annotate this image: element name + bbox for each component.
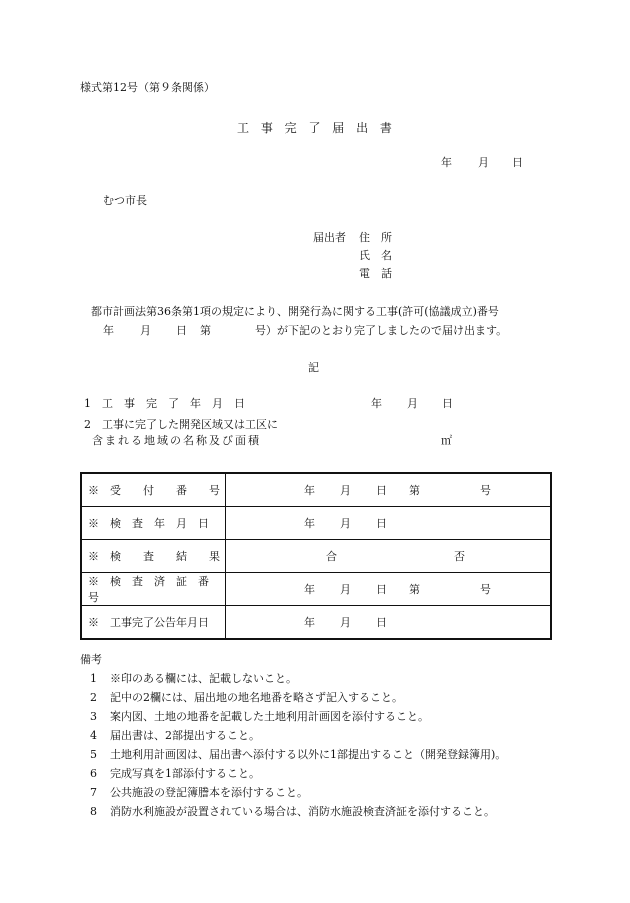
reception-go: 号 [480,484,491,497]
certificate-month: 月 [340,583,351,596]
notice-year: 年 [304,616,315,629]
item-2-unit: ㎡ [441,434,452,447]
list-item [90,692,403,703]
item-1-year: 年 [371,397,382,410]
result-pass: 合 [326,550,337,563]
applicant-name-label: 氏 名 [359,249,392,262]
certificate-dai: 第 [409,583,420,596]
note-number: 1 [90,672,97,685]
applicant-address-label: 住 所 [359,231,392,244]
applicant-label: 届出者 [313,231,346,244]
table-row [81,573,551,606]
notice-month: 月 [340,616,351,629]
body-permit-rest: 号）が下記のとおり完了しましたので届け出ます。 [255,324,508,337]
reception-month: 月 [340,484,351,497]
note-number: 3 [90,710,97,723]
row-label-certificate-number: ※ 検 査 済 証 番 号 [81,573,226,606]
row-label-inspection-result: ※ 検 査 結 果 [81,540,226,573]
body-permit-day: 日 [176,324,187,337]
table-row [81,507,551,540]
date-day-label: 日 [512,156,523,169]
item-1-day: 日 [442,397,453,410]
certificate-day: 日 [376,583,387,596]
note-number: 2 [90,691,97,704]
row-label-reception-number: ※ 受 付 番 号 [81,473,226,507]
reception-year: 年 [304,484,315,497]
date-month-label: 月 [478,156,489,169]
note-text: 消防水利施設が設置されている場合は、消防水施設検査済証を添付すること。 [110,805,495,818]
note-text: 届出書は、2部提出すること。 [110,729,260,742]
row-value-completion-notice-date [226,606,552,640]
body-permit-year: 年 [103,324,114,337]
list-item [90,787,308,798]
result-fail: 否 [454,550,465,563]
list-item [90,749,506,760]
list-item [90,711,429,722]
addressee: むつ市長 [103,194,147,207]
row-value-reception-number [226,473,552,507]
page-title: 工 事 完 了 届 出 書 [237,121,396,135]
certificate-year: 年 [304,583,315,596]
inspection-year: 年 [304,517,315,530]
inspection-month: 月 [340,517,351,530]
official-use-table [80,472,552,640]
body-permit-dai: 第 [200,324,211,337]
note-number: 6 [90,767,97,780]
note-number: 4 [90,729,97,742]
notice-day: 日 [376,616,387,629]
item-2-line-1: 2 工事に完了した開発区域又は工区に [84,418,278,431]
note-number: 8 [90,805,97,818]
list-item [90,730,260,741]
row-value-inspection-date [226,507,552,540]
notes-title: 備考 [80,653,102,666]
table-row [81,473,551,507]
list-item [90,673,297,684]
note-text: 完成写真を1部添付すること。 [110,767,260,780]
reception-dai: 第 [409,484,420,497]
note-text: ※印のある欄には、記載しないこと。 [110,672,297,685]
row-value-inspection-result [226,540,552,573]
note-text: 案内図、土地の地番を記載した土地利用計画図を添付すること。 [110,710,429,723]
body-line-1: 都市計画法第36条第1項の規定により、開発行為に関する工事(許可(協議成立)番号 [91,305,499,318]
certificate-go: 号 [480,583,491,596]
ki-heading: 記 [308,361,319,374]
item-2-line-2: 含まれる地域の名称及び面積 [92,434,261,447]
list-item [90,806,495,817]
inspection-day: 日 [376,517,387,530]
item-1-month: 月 [407,397,418,410]
list-item [90,768,260,779]
note-number: 5 [90,748,97,761]
date-year-label: 年 [441,156,452,169]
row-label-completion-notice-date: ※ 工事完了公告年月日 [81,606,226,640]
note-text: 公共施設の登記簿謄本を添付すること。 [110,786,308,799]
item-1-label: 1 工 事 完 了 年 月 日 [84,397,245,410]
table-row [81,606,551,640]
note-number: 7 [90,786,97,799]
table-row [81,540,551,573]
applicant-phone-label: 電 話 [359,267,392,280]
reception-day: 日 [376,484,387,497]
row-value-certificate-number [226,573,552,606]
body-permit-month: 月 [140,324,151,337]
form-number: 様式第12号（第９条関係） [80,81,215,94]
row-label-inspection-date: ※ 検 査 年 月 日 [81,507,226,540]
note-text: 土地利用計画図は、届出書へ添付する以外に1部提出すること（開発登録簿用)。 [110,748,507,761]
note-text: 記中の2欄には、届出地の地名地番を略さず記入すること。 [110,691,403,704]
